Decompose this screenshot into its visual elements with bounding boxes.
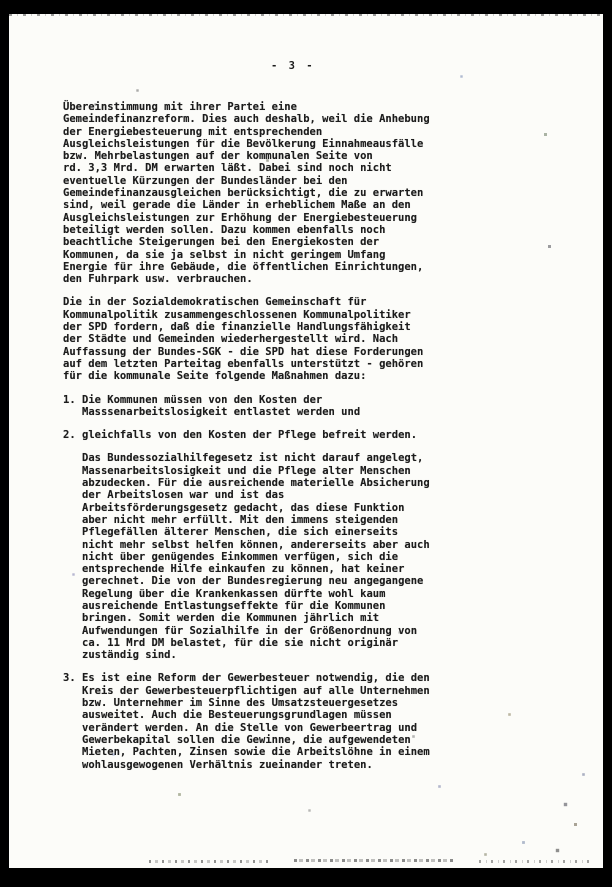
text-line: Ausgleichsleistungen für die Bevölkerung Einnahmeausfälle <box>63 137 424 150</box>
scan-noise-speckles <box>9 14 10 15</box>
text-line: der Städte und Gemeinden wiederhergestellt wird. Nach <box>63 333 399 346</box>
text-line: auf dem letzten Parteitag ebenfalls unterstützt - gehören <box>63 357 424 370</box>
text-line: der Arbeitslosen war und ist das <box>82 489 285 502</box>
text-line: bzw. Mehrbelastungen auf der kommunalen Seite von <box>63 150 373 163</box>
text-line: Gewerbekapital sollen die Gewinne, die aufgewendeten <box>82 733 411 746</box>
text-line: Pflegefällen älterer Menschen, die sich einerseits <box>82 526 399 539</box>
text-line: der SPD fordern, daß die finanzielle Handlungsfähigkeit <box>63 321 411 334</box>
text-line: Mieten, Pachten, Zinsen sowie die Arbeitslöhne in einem <box>82 746 430 759</box>
text-line: Die Kommunen müssen von den Kosten der <box>82 393 323 406</box>
list-item <box>63 394 463 419</box>
text-line: aber nicht mehr erfüllt. Mit den immens steigenden <box>82 513 399 526</box>
text-line: eventuelle Kürzungen der Bundesländer bei den <box>63 174 348 187</box>
text-line: ausreichende Entlastungseffekte für die Kommunen <box>82 599 386 612</box>
text-line: bringen. Somit werden die Kommunen jährlich mit <box>82 612 380 625</box>
text-line: Gemeindefinanzreform. Dies auch deshalb, weil die Anhebung <box>63 113 430 126</box>
text-line: rd. 3,3 Mrd. DM erwarten läßt. Dabei sind noch nicht <box>63 162 392 175</box>
text-body <box>63 101 463 771</box>
list-item-text <box>82 429 417 441</box>
text-line: nicht mehr selbst helfen können, andererseits aber auch <box>82 538 430 551</box>
text-line: gerechnet. Die von der Bundesregierung neu angegangene <box>82 575 424 588</box>
text-line: nicht über genügendes Einkommen verfügen, sich die <box>82 550 399 563</box>
list-marker: 1. <box>63 393 76 406</box>
paragraph <box>63 296 463 382</box>
text-line: bzw. Unternehmer im Sinne des Umsatzsteuergesetzes <box>82 697 399 710</box>
text-line: ausweitet. Auch die Besteuerungsgrundlagen müssen <box>82 709 392 722</box>
text-line: Das Bundessozialhilfegesetz ist nicht darauf angelegt, <box>82 452 424 465</box>
text-line: Energie für ihre Gebäude, die öffentlichen Einrichtungen, <box>63 260 424 273</box>
list-marker: 2. <box>63 429 76 442</box>
text-line: sind, weil gerade die Länder in erheblichem Maße an den <box>63 199 411 212</box>
text-line: zuständig sind. <box>82 649 177 662</box>
text-line: gleichfalls von den Kosten der Pflege befreit werden. <box>82 429 418 442</box>
text-line: Übereinstimmung mit ihrer Partei eine <box>63 101 297 113</box>
list-item <box>63 429 463 441</box>
text-line: Masssenarbeitslosigkeit entlastet werden und <box>82 405 361 418</box>
text-line: Kreis der Gewerbesteuerpflichtigen auf alle Unternehmen <box>82 684 430 697</box>
text-line: Kommunalpolitik zusammengeschlossenen Kommunalpolitiker <box>63 308 411 321</box>
text-line: der Energiebesteuerung mit entsprechenden <box>63 125 323 138</box>
list-item <box>63 672 463 770</box>
text-line: Gemeindefinanzausgleichen berücksichtigt, die zu erwarten <box>63 187 424 200</box>
text-line: entsprechende Hilfe einkaufen zu können, hat keiner <box>82 563 405 576</box>
text-line: Massenarbeitslosigkeit und die Pflege alter Menschen <box>82 464 411 477</box>
text-line: ca. 11 Mrd DM belastet, für die sie nicht originär <box>82 636 399 649</box>
text-line: beachtliche Steigerungen bei den Energiekosten der <box>63 236 380 249</box>
document-page <box>9 14 603 868</box>
paragraph <box>63 101 463 285</box>
text-line: abzudecken. Für die ausreichende materielle Absicherung <box>82 477 430 490</box>
page-number: - 3 - <box>271 60 316 72</box>
paragraph <box>82 452 463 661</box>
text-line: Kommunen, da sie ja selbst in nicht geringem Umfang <box>63 248 386 261</box>
text-line: beteiligt werden sollen. Dazu kommen ebenfalls noch <box>63 223 386 236</box>
text-line: Es ist eine Reform der Gewerbesteuer notwendig, die den <box>82 672 430 685</box>
text-line: Auffassung der Bundes-SGK - die SPD hat diese Forderungen <box>63 345 424 358</box>
list-item-text <box>82 672 430 770</box>
scan-noise-strip <box>294 859 454 862</box>
text-line: Regelung über die Krankenkassen dürfte wohl kaum <box>82 587 386 600</box>
scan-noise-strip <box>479 860 589 863</box>
text-line: den Fuhrpark usw. verbrauchen. <box>63 273 253 286</box>
text-line: Die in der Sozialdemokratischen Gemeinschaft für <box>63 296 367 309</box>
text-line: Arbeitsförderungsgesetz gedacht, das diese Funktion <box>82 501 405 514</box>
text-line: für die kommunale Seite folgende Maßnahmen dazu: <box>63 370 367 383</box>
text-line: Aufwendungen für Sozialhilfe in der Größenordnung von <box>82 624 418 637</box>
list-marker: 3. <box>63 672 76 685</box>
list-item-text <box>82 394 360 419</box>
text-line: verändert werden. An die Stelle von Gewerbeertrag und <box>82 721 418 734</box>
scan-noise-strip <box>149 860 269 863</box>
text-line: Ausgleichsleistungen zur Erhöhung der Energiebesteuerung <box>63 211 418 224</box>
text-line: wohlausgewogenen Verhältnis zueinander treten. <box>82 758 373 771</box>
